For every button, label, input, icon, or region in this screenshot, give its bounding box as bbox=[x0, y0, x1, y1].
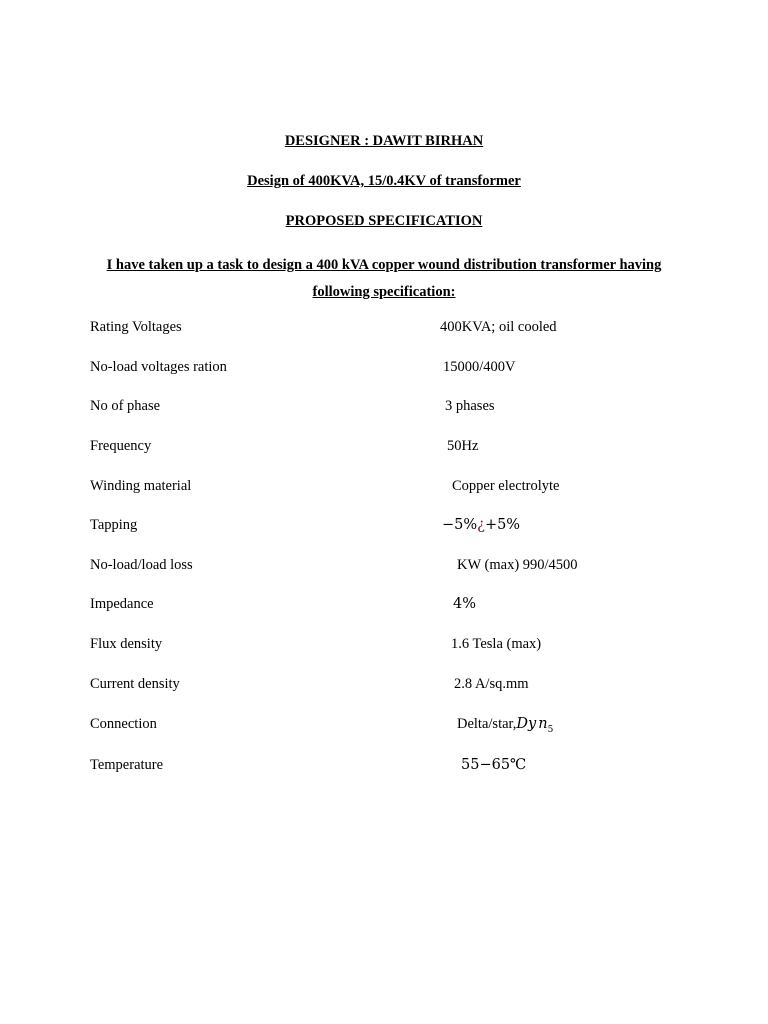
spec-label: No of phase bbox=[90, 398, 161, 414]
spec-value: 55−65℃ bbox=[461, 757, 527, 773]
connection-text: Delta/star, bbox=[457, 716, 517, 732]
spec-row-rating-voltages bbox=[0, 319, 768, 339]
spec-row-temperature bbox=[0, 757, 768, 777]
spec-row-connection bbox=[0, 716, 768, 736]
spec-value: 15000/400V bbox=[443, 359, 516, 375]
spec-row-current-density bbox=[0, 676, 768, 696]
spec-row-winding-material bbox=[0, 478, 768, 498]
spec-row-flux-density bbox=[0, 636, 768, 656]
spec-value: KW (max) 990/4500 bbox=[457, 557, 578, 573]
spec-label: Rating Voltages bbox=[90, 319, 182, 335]
spec-label: No-load/load loss bbox=[90, 557, 193, 573]
spec-label: Flux density bbox=[90, 636, 163, 652]
spec-value: Copper electrolyte bbox=[452, 478, 560, 494]
designer-heading: DESIGNER : DAWIT BIRHAN bbox=[284, 133, 484, 149]
spec-row-tapping bbox=[0, 517, 768, 537]
spec-label: No-load voltages ration bbox=[90, 359, 227, 375]
design-title: Design of 400KVA, 15/0.4KV of transformer bbox=[247, 173, 521, 189]
spec-label: Current density bbox=[90, 676, 180, 692]
spec-row-frequency bbox=[0, 438, 768, 458]
spec-label: Temperature bbox=[90, 757, 164, 773]
spec-row-voltage-ratio bbox=[0, 359, 768, 379]
spec-value bbox=[457, 716, 553, 735]
connection-dy: Dy bbox=[516, 716, 537, 732]
spec-row-phases bbox=[0, 398, 768, 418]
tapping-glyph: ¿ bbox=[477, 517, 485, 533]
tapping-minus: −5% bbox=[442, 517, 478, 533]
spec-value: 400KVA; oil cooled bbox=[440, 319, 557, 335]
spec-label: Impedance bbox=[90, 596, 154, 612]
spec-label: Frequency bbox=[90, 438, 152, 454]
spec-row-impedance bbox=[0, 596, 768, 616]
spec-value: 3 phases bbox=[445, 398, 495, 414]
spec-row-losses bbox=[0, 557, 768, 577]
spec-value: 4% bbox=[453, 596, 477, 612]
spec-value: 2.8 A/sq.mm bbox=[454, 676, 529, 692]
spec-label: Connection bbox=[90, 716, 157, 732]
spec-value: 50Hz bbox=[447, 438, 479, 454]
tapping-plus: +5% bbox=[484, 517, 521, 533]
spec-value bbox=[442, 517, 520, 533]
spec-heading: PROPOSED SPECIFICATION bbox=[285, 213, 483, 229]
spec-label: Tapping bbox=[90, 517, 138, 533]
connection-subscript: 5 bbox=[547, 724, 554, 735]
connection-n: n bbox=[538, 716, 548, 732]
intro-paragraph: I have taken up a task to design a 400 kVA copper wound distribution transformer having following specification: bbox=[106, 257, 662, 300]
spec-label: Winding material bbox=[90, 478, 192, 494]
spec-value: 1.6 Tesla (max) bbox=[451, 636, 542, 652]
